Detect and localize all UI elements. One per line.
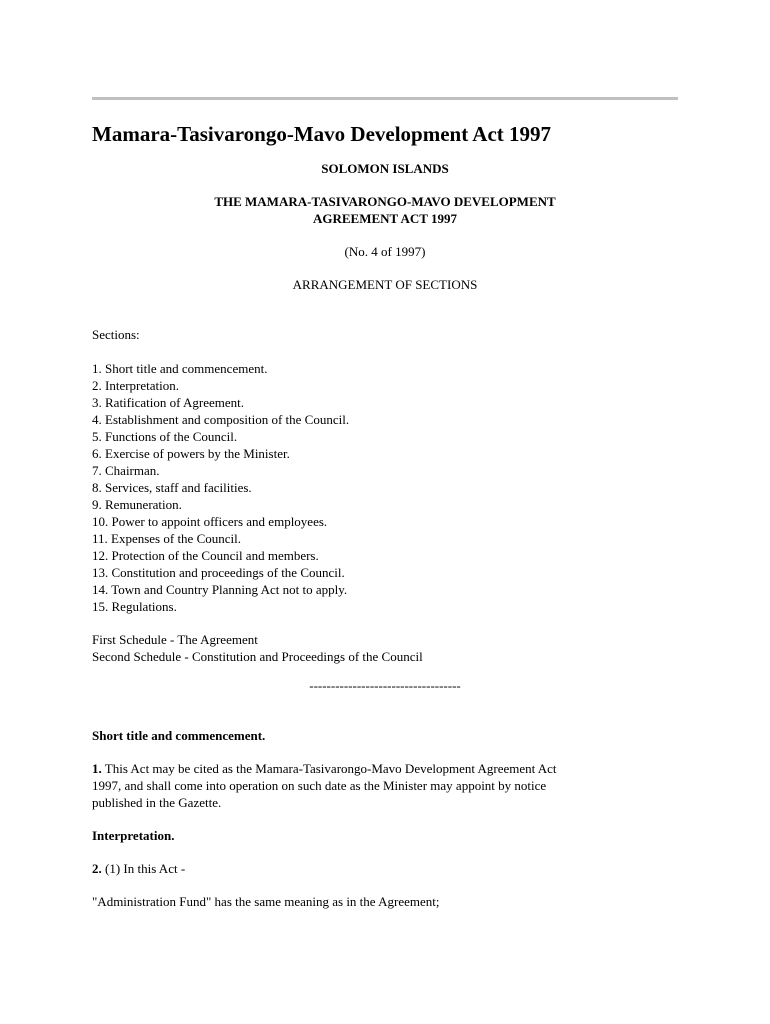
section-1-line-3: published in the Gazette. [92,795,222,810]
first-schedule: First Schedule - The Agreement [92,632,258,647]
section-list-item: 2. Interpretation. [92,378,179,393]
section-list-item: 12. Protection of the Council and members. [92,548,319,563]
section-2-paragraph [92,860,678,877]
section-list-item: 1. Short title and commencement. [92,361,268,376]
schedules-block [92,631,678,665]
top-horizontal-rule [92,97,678,100]
section-list-item: 14. Town and Country Planning Act not to apply. [92,582,348,597]
section-list-item: 6. Exercise of powers by the Minister. [92,446,290,461]
section-list-item: 15. Regulations. [92,599,177,614]
section-list-item: 11. Expenses of the Council. [92,531,241,546]
short-title-heading: Short title and commencement. [92,728,266,743]
arrangement-heading: ARRANGEMENT OF SECTIONS [292,277,478,292]
sections-label: Sections: [92,327,140,342]
act-name-line-1: THE MAMARA-TASIVARONGO-MAVO DEVELOPMENT [214,194,556,209]
section-list-item: 7. Chairman. [92,463,160,478]
section-list-item: 8. Services, staff and facilities. [92,480,252,495]
act-number: (No. 4 of 1997) [344,244,426,259]
section-list-item: 3. Ratification of Agreement. [92,395,244,410]
section-1-number: 1. [92,761,102,776]
section-list-item: 5. Functions of the Council. [92,429,238,444]
interpretation-heading: Interpretation. [92,828,175,843]
act-name-heading [92,193,678,227]
section-list-item: 9. Remuneration. [92,497,182,512]
section-2-number: 2. [92,861,102,876]
document-title: Mamara-Tasivarongo-Mavo Development Act 1997 [92,122,552,146]
section-1-line-1 [92,760,678,777]
section-list-item: 10. Power to appoint officers and employees. [92,514,328,529]
sections-list [92,360,678,615]
section-2-text: (1) In this Act - [101,861,186,876]
second-schedule: Second Schedule - Constitution and Proceedings of the Council [92,649,423,664]
section-list-item: 13. Constitution and proceedings of the Council. [92,565,345,580]
country-heading: SOLOMON ISLANDS [321,161,449,176]
section-1-line-2: 1997, and shall come into operation on such date as the Minister may appoint by notice [92,778,547,793]
section-list-item: 4. Establishment and composition of the Council. [92,412,350,427]
document-content [92,118,678,910]
definition-administration-fund: "Administration Fund" has the same meaning as in the Agreement; [92,894,440,909]
section-1-text-1: This Act may be cited as the Mamara-Tasivarongo-Mavo Development Agreement Act [101,761,557,776]
section-1-paragraph [92,760,678,811]
act-name-line-2: AGREEMENT ACT 1997 [313,211,457,226]
dashed-divider: ----------------------------------- [309,678,461,693]
